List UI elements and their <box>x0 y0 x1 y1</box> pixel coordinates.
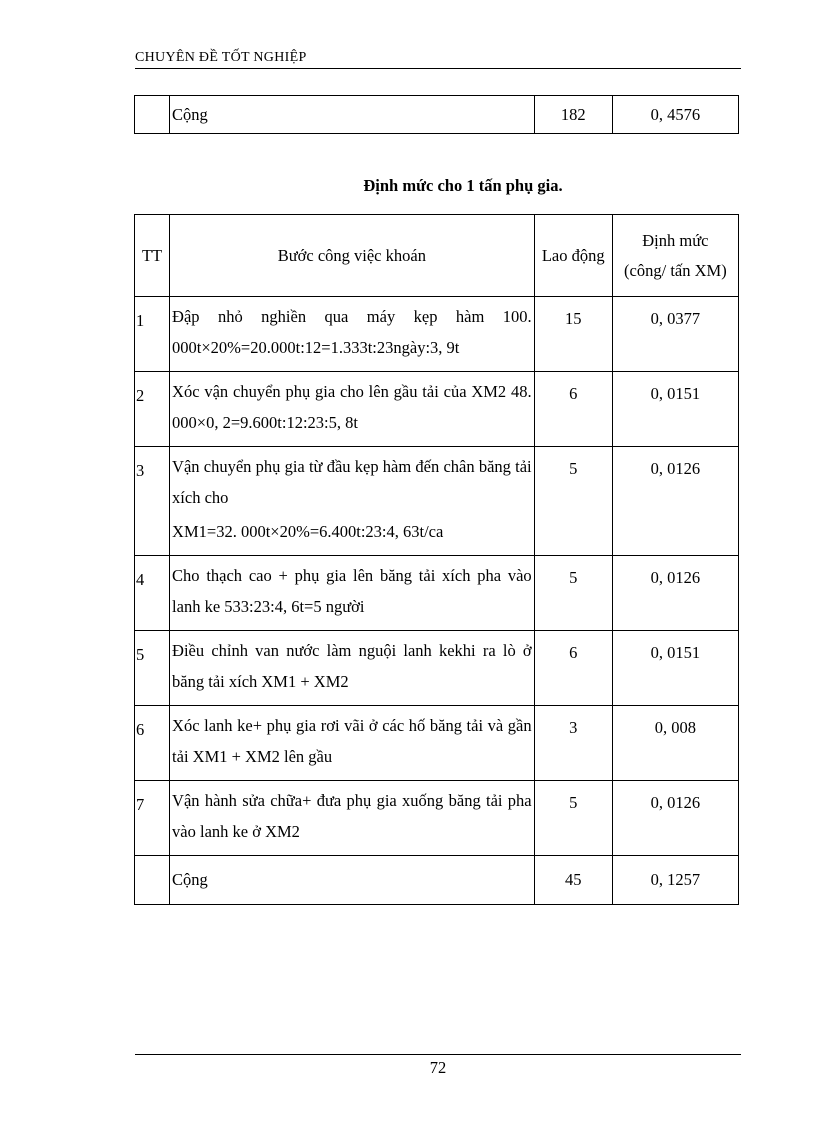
row-tt: 6 <box>135 706 170 781</box>
table-row <box>135 297 739 372</box>
header-divider <box>135 68 741 69</box>
step-text: Đập nhỏ nghiền qua máy kẹp hàm 100. 000t×20%=20.000t:12=1.333t:23ngày:3, 9t <box>172 307 532 357</box>
total-labor: 182 <box>534 96 612 134</box>
row-step <box>170 297 535 372</box>
row-labor: 5 <box>534 781 612 856</box>
page-header-title: CHUYÊN ĐỀ TỐT NGHIỆP <box>135 50 307 65</box>
page-number: 72 <box>429 1058 447 1077</box>
row-norm: 0, 0126 <box>612 781 738 856</box>
step-text: Cho thạch cao + phụ gia lên băng tải xích pha vào lanh ke 533:23:4, 6t=5 người <box>172 566 532 616</box>
row-step <box>170 372 535 447</box>
row-labor: 3 <box>534 706 612 781</box>
row-labor: 5 <box>534 447 612 556</box>
step-text: XM1=32. 000t×20%=6.400t:23:4, 63t/ca <box>172 522 444 541</box>
table-row <box>135 447 739 556</box>
row-labor: 5 <box>534 556 612 631</box>
row-labor: 15 <box>534 297 612 372</box>
table-total-row <box>135 856 739 905</box>
header-tt: TT <box>135 215 170 297</box>
norm-table <box>134 214 739 905</box>
table-header-row <box>135 215 739 297</box>
step-text: Điều chỉnh van nước làm nguội lanh kekhi ra lò ở băng tải xích XM1 + XM2 <box>172 641 532 691</box>
row-norm: 0, 0151 <box>612 631 738 706</box>
row-step <box>170 447 535 556</box>
row-labor: 6 <box>534 631 612 706</box>
row-labor: 6 <box>534 372 612 447</box>
total-label: Cộng <box>170 96 535 134</box>
header-step: Bước công việc khoán <box>170 215 535 297</box>
row-tt: 5 <box>135 631 170 706</box>
row-step <box>170 631 535 706</box>
table-row <box>135 781 739 856</box>
total-norm: 0, 4576 <box>612 96 738 134</box>
table-row <box>135 631 739 706</box>
step-text: Xóc lanh ke+ phụ gia rơi vãi ở các hố băng tải và gần tải XM1 + XM2 lên gầu <box>172 716 532 766</box>
row-step <box>170 781 535 856</box>
table-row <box>135 556 739 631</box>
row-norm: 0, 0126 <box>612 556 738 631</box>
row-tt: 2 <box>135 372 170 447</box>
header-norm-line1: Định mức <box>642 230 709 250</box>
row-tt: 7 <box>135 781 170 856</box>
step-text: Vận hành sửa chữa+ đưa phụ gia xuống băng tải pha vào lanh ke ở XM2 <box>172 791 532 841</box>
row-norm: 0, 0377 <box>612 297 738 372</box>
row-step <box>170 556 535 631</box>
header-norm <box>612 215 738 297</box>
header-norm-line2: (công/ tấn XM) <box>624 260 727 280</box>
footer-divider <box>135 1054 741 1055</box>
header-labor: Lao động <box>534 215 612 297</box>
row-norm: 0, 0151 <box>612 372 738 447</box>
table-row <box>135 372 739 447</box>
table-row <box>135 96 739 134</box>
table-row <box>135 706 739 781</box>
total-tt <box>135 856 170 905</box>
table-caption: Định mức cho 1 tấn phụ gia. <box>363 176 563 195</box>
row-norm: 0, 0126 <box>612 447 738 556</box>
row-tt: 3 <box>135 447 170 556</box>
row-step <box>170 706 535 781</box>
previous-table-total <box>134 95 739 134</box>
step-text: Vận chuyển phụ gia từ đầu kẹp hàm đến chân băng tải xích cho <box>172 457 532 507</box>
row-norm: 0, 008 <box>612 706 738 781</box>
step-text: Xóc vận chuyển phụ gia cho lên gầu tải của XM2 48. 000×0, 2=9.600t:12:23:5, 8t <box>172 382 532 432</box>
tt-cell <box>135 96 170 134</box>
total-labor: 45 <box>534 856 612 905</box>
row-tt: 1 <box>135 297 170 372</box>
total-norm: 0, 1257 <box>612 856 738 905</box>
row-tt: 4 <box>135 556 170 631</box>
total-label: Cộng <box>170 856 535 905</box>
